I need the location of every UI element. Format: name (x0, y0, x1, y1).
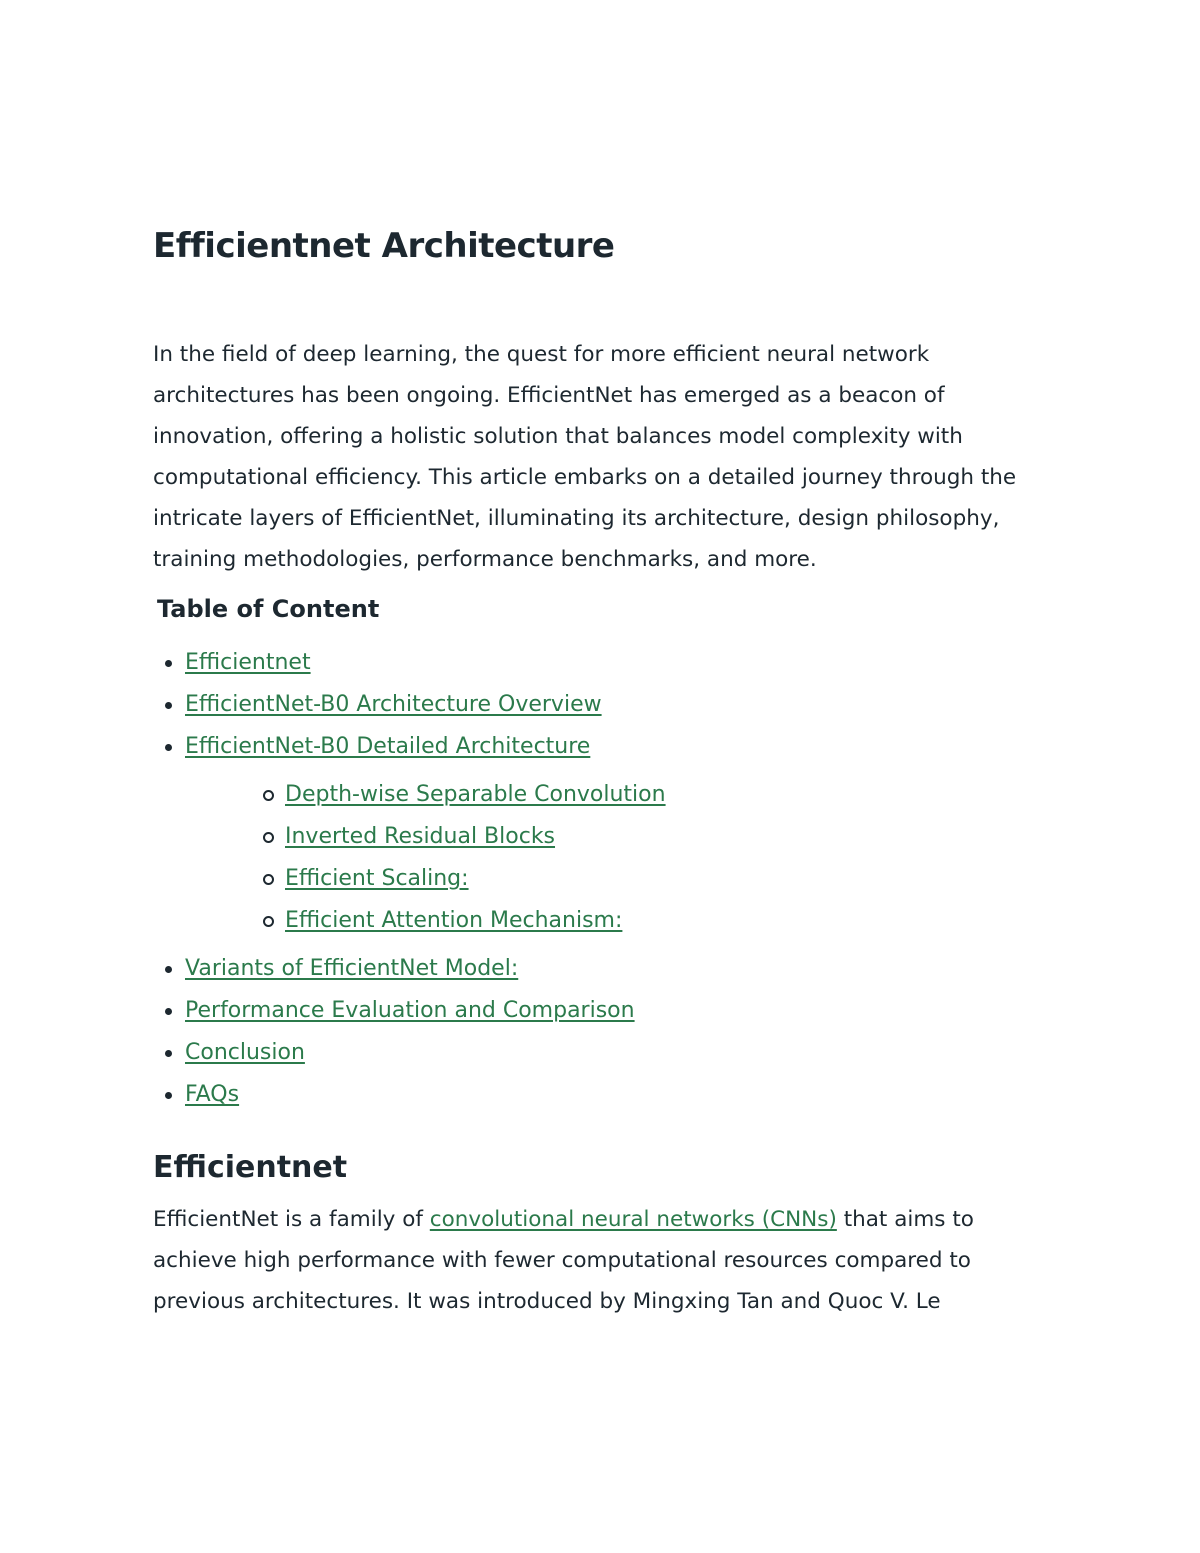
toc-link-attention[interactable]: Efficient Attention Mechanism: (285, 908, 623, 933)
article-title: Efficientnet Architecture (153, 226, 615, 266)
toc-item-faqs (153, 1074, 1053, 1116)
toc-item-conclusion (153, 1032, 1053, 1074)
toc-link-inverted-residual[interactable]: Inverted Residual Blocks (285, 824, 556, 849)
toc-sublist (185, 774, 1053, 942)
section-heading-efficientnet: Efficientnet (153, 1150, 348, 1185)
toc-link-faqs[interactable]: FAQs (185, 1082, 240, 1107)
section-paragraph (153, 1199, 1053, 1322)
toc-item-b0-overview (153, 684, 1053, 726)
toc-subitem-attention (185, 900, 1053, 942)
intro-paragraph: In the field of deep learning, the quest for more efficient neural network architectures has been ongoing. EfficientNet has emerged as a beacon of innovation, offering a holistic solution that balances model complexity with computational efficiency. This article embarks on a detailed journey through the intricate layers of EfficientNet, illuminating its architecture, design philosophy, training methodologies, performance benchmarks, and more. (153, 342, 1017, 572)
toc-link-b0-detailed[interactable]: EfficientNet-B0 Detailed Architecture (185, 734, 591, 759)
toc-link-conclusion[interactable]: Conclusion (185, 1040, 305, 1065)
toc-link-efficient-scaling[interactable]: Efficient Scaling: (285, 866, 469, 891)
toc-link-depthwise[interactable]: Depth-wise Separable Convolution (285, 782, 666, 807)
toc-subitem-efficient-scaling (185, 858, 1053, 900)
section-text-after-link: that aims to achieve high performance with fewer computational resources compared to previous architectures. It was introduced by Mingxing Tan and Quoc V. Le (153, 1207, 974, 1314)
table-of-contents (153, 642, 1053, 1116)
toc-link-efficientnet[interactable]: Efficientnet (185, 650, 311, 675)
cnn-link[interactable]: convolutional neural networks (CNNs) (429, 1207, 837, 1232)
toc-subitem-depthwise (185, 774, 1053, 816)
toc-heading: Table of Content (157, 595, 380, 623)
toc-subitem-inverted-residual (185, 816, 1053, 858)
toc-item-variants (153, 948, 1053, 990)
toc-item-b0-detailed (153, 726, 1053, 942)
toc-link-variants[interactable]: Variants of EfficientNet Model: (185, 956, 519, 981)
toc-link-b0-overview[interactable]: EfficientNet-B0 Architecture Overview (185, 692, 602, 717)
toc-link-performance[interactable]: Performance Evaluation and Comparison (185, 998, 635, 1023)
toc-item-performance (153, 990, 1053, 1032)
toc-item-efficientnet (153, 642, 1053, 684)
section-text-before-link: EfficientNet is a family of (153, 1207, 430, 1232)
